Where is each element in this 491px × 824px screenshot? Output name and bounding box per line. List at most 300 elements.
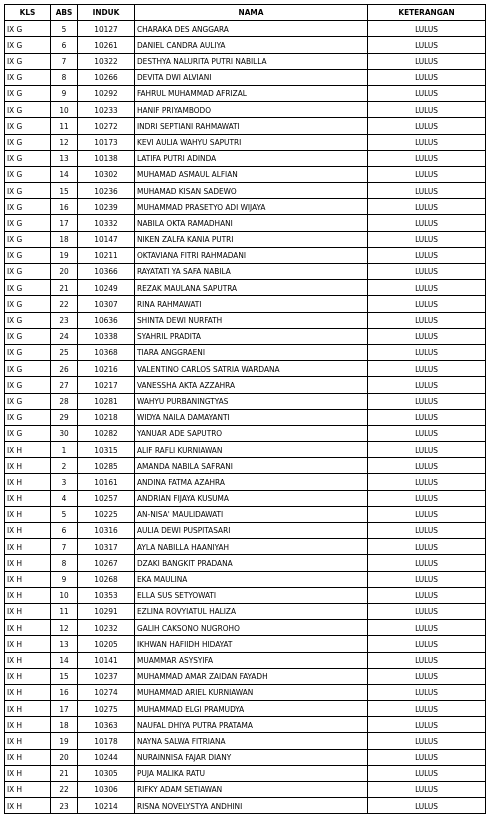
- induk-cell: 10257: [78, 490, 135, 506]
- nama-cell: RISNA NOVELYSTYA ANDHINI: [135, 798, 368, 814]
- kls-cell: IX G: [5, 215, 51, 231]
- nama-cell: MUHAMMAD AMAR ZAIDAN FAYADH: [135, 668, 368, 684]
- induk-cell: 10353: [78, 587, 135, 603]
- header-kls: KLS: [5, 5, 51, 21]
- table-body: [5, 21, 486, 814]
- induk-cell: 10636: [78, 312, 135, 328]
- table-row: [5, 603, 486, 619]
- keterangan-cell: LULUS: [368, 603, 486, 619]
- keterangan-cell: LULUS: [368, 490, 486, 506]
- table-row: [5, 684, 486, 700]
- abs-cell: 6: [51, 37, 78, 53]
- keterangan-cell: LULUS: [368, 85, 486, 101]
- table-row: [5, 636, 486, 652]
- induk-cell: 10275: [78, 701, 135, 717]
- abs-cell: 15: [51, 668, 78, 684]
- table-row: [5, 409, 486, 425]
- kls-cell: IX H: [5, 539, 51, 555]
- nama-cell: CHARAKA DES ANGGARA: [135, 21, 368, 37]
- kls-cell: IX G: [5, 37, 51, 53]
- table-row: [5, 102, 486, 118]
- nama-cell: EZLINA ROVYIATUL HALIZA: [135, 603, 368, 619]
- induk-cell: 10305: [78, 765, 135, 781]
- nama-cell: NIKEN ZALFA KANIA PUTRI: [135, 231, 368, 247]
- table-row: [5, 668, 486, 684]
- nama-cell: YANUAR ADE SAPUTRO: [135, 425, 368, 441]
- keterangan-cell: LULUS: [368, 409, 486, 425]
- table-row: [5, 21, 486, 37]
- induk-cell: 10173: [78, 134, 135, 150]
- keterangan-cell: LULUS: [368, 361, 486, 377]
- induk-cell: 10317: [78, 539, 135, 555]
- abs-cell: 29: [51, 409, 78, 425]
- nama-cell: LATIFA PUTRI ADINDA: [135, 150, 368, 166]
- keterangan-cell: LULUS: [368, 506, 486, 522]
- abs-cell: 10: [51, 587, 78, 603]
- keterangan-cell: LULUS: [368, 102, 486, 118]
- keterangan-cell: LULUS: [368, 37, 486, 53]
- kls-cell: IX H: [5, 474, 51, 490]
- induk-cell: 10232: [78, 620, 135, 636]
- kls-cell: IX H: [5, 555, 51, 571]
- kls-cell: IX H: [5, 636, 51, 652]
- keterangan-cell: LULUS: [368, 652, 486, 668]
- kls-cell: IX G: [5, 377, 51, 393]
- abs-cell: 4: [51, 490, 78, 506]
- kls-cell: IX H: [5, 717, 51, 733]
- kls-cell: IX G: [5, 361, 51, 377]
- kls-cell: IX H: [5, 442, 51, 458]
- induk-cell: 10368: [78, 344, 135, 360]
- table-row: [5, 701, 486, 717]
- keterangan-cell: LULUS: [368, 118, 486, 134]
- nama-cell: VANESSHA AKTA AZZAHRA: [135, 377, 368, 393]
- keterangan-cell: LULUS: [368, 587, 486, 603]
- nama-cell: AN-NISA' MAULIDAWATI: [135, 506, 368, 522]
- kls-cell: IX G: [5, 85, 51, 101]
- table-row: [5, 490, 486, 506]
- keterangan-cell: LULUS: [368, 539, 486, 555]
- abs-cell: 14: [51, 166, 78, 182]
- nama-cell: MUHAMMAD ARIEL KURNIAWAN: [135, 684, 368, 700]
- table-row: [5, 765, 486, 781]
- table-row: [5, 474, 486, 490]
- table-row: [5, 539, 486, 555]
- abs-cell: 25: [51, 344, 78, 360]
- nama-cell: DEVITA DWI ALVIANI: [135, 69, 368, 85]
- keterangan-cell: LULUS: [368, 555, 486, 571]
- abs-cell: 8: [51, 555, 78, 571]
- abs-cell: 12: [51, 620, 78, 636]
- kls-cell: IX H: [5, 652, 51, 668]
- kls-cell: IX G: [5, 69, 51, 85]
- kls-cell: IX H: [5, 587, 51, 603]
- induk-cell: 10233: [78, 102, 135, 118]
- keterangan-cell: LULUS: [368, 523, 486, 539]
- nama-cell: IKHWAN HAFIIDH HIDAYAT: [135, 636, 368, 652]
- induk-cell: 10237: [78, 668, 135, 684]
- table-row: [5, 523, 486, 539]
- table-row: [5, 231, 486, 247]
- kls-cell: IX G: [5, 393, 51, 409]
- keterangan-cell: LULUS: [368, 264, 486, 280]
- nama-cell: PUJA MALIKA RATU: [135, 765, 368, 781]
- abs-cell: 14: [51, 652, 78, 668]
- kls-cell: IX G: [5, 134, 51, 150]
- table-row: [5, 37, 486, 53]
- kls-cell: IX G: [5, 118, 51, 134]
- induk-cell: 10225: [78, 506, 135, 522]
- abs-cell: 9: [51, 571, 78, 587]
- kls-cell: IX G: [5, 312, 51, 328]
- induk-cell: 10147: [78, 231, 135, 247]
- induk-cell: 10272: [78, 118, 135, 134]
- table-row: [5, 652, 486, 668]
- table-row: [5, 296, 486, 312]
- abs-cell: 23: [51, 312, 78, 328]
- nama-cell: OKTAVIANA FITRI RAHMADANI: [135, 247, 368, 263]
- nama-cell: INDRI SEPTIANI RAHMAWATI: [135, 118, 368, 134]
- table-row: [5, 425, 486, 441]
- abs-cell: 28: [51, 393, 78, 409]
- table-row: [5, 199, 486, 215]
- keterangan-cell: LULUS: [368, 425, 486, 441]
- nama-cell: HANIF PRIYAMBODO: [135, 102, 368, 118]
- nama-cell: NAUFAL DHIYA PUTRA PRATAMA: [135, 717, 368, 733]
- kls-cell: IX H: [5, 620, 51, 636]
- keterangan-cell: LULUS: [368, 134, 486, 150]
- table-row: [5, 85, 486, 101]
- table-row: [5, 555, 486, 571]
- induk-cell: 10218: [78, 409, 135, 425]
- table-row: [5, 749, 486, 765]
- abs-cell: 19: [51, 247, 78, 263]
- induk-cell: 10322: [78, 53, 135, 69]
- induk-cell: 10244: [78, 749, 135, 765]
- abs-cell: 24: [51, 328, 78, 344]
- keterangan-cell: LULUS: [368, 782, 486, 798]
- keterangan-cell: LULUS: [368, 571, 486, 587]
- keterangan-cell: LULUS: [368, 215, 486, 231]
- table-row: [5, 150, 486, 166]
- table-row: [5, 458, 486, 474]
- abs-cell: 11: [51, 118, 78, 134]
- abs-cell: 3: [51, 474, 78, 490]
- induk-cell: 10261: [78, 37, 135, 53]
- keterangan-cell: LULUS: [368, 69, 486, 85]
- kls-cell: IX H: [5, 571, 51, 587]
- abs-cell: 1: [51, 442, 78, 458]
- induk-cell: 10138: [78, 150, 135, 166]
- keterangan-cell: LULUS: [368, 231, 486, 247]
- nama-cell: AMANDA NABILA SAFRANI: [135, 458, 368, 474]
- abs-cell: 23: [51, 798, 78, 814]
- abs-cell: 7: [51, 539, 78, 555]
- table-row: [5, 798, 486, 814]
- keterangan-cell: LULUS: [368, 150, 486, 166]
- nama-cell: MUHAMAD ASMAUL ALFIAN: [135, 166, 368, 182]
- keterangan-cell: LULUS: [368, 199, 486, 215]
- abs-cell: 17: [51, 215, 78, 231]
- nama-cell: ANDINA FATMA AZAHRA: [135, 474, 368, 490]
- table-row: [5, 183, 486, 199]
- keterangan-cell: LULUS: [368, 442, 486, 458]
- induk-cell: 10307: [78, 296, 135, 312]
- nama-cell: FAHRUL MUHAMMAD AFRIZAL: [135, 85, 368, 101]
- kls-cell: IX G: [5, 409, 51, 425]
- abs-cell: 6: [51, 523, 78, 539]
- nama-cell: VALENTINO CARLOS SATRIA WARDANA: [135, 361, 368, 377]
- nama-cell: AYLA NABILLA HAANIYAH: [135, 539, 368, 555]
- keterangan-cell: LULUS: [368, 668, 486, 684]
- induk-cell: 10217: [78, 377, 135, 393]
- abs-cell: 19: [51, 733, 78, 749]
- induk-cell: 10302: [78, 166, 135, 182]
- table-row: [5, 442, 486, 458]
- kls-cell: IX G: [5, 21, 51, 37]
- nama-cell: NURAINNISA FAJAR DIANY: [135, 749, 368, 765]
- table-row: [5, 118, 486, 134]
- induk-cell: 10282: [78, 425, 135, 441]
- table-row: [5, 215, 486, 231]
- keterangan-cell: LULUS: [368, 53, 486, 69]
- nama-cell: SHINTA DEWI NURFATH: [135, 312, 368, 328]
- table-row: [5, 620, 486, 636]
- header-induk: INDUK: [78, 5, 135, 21]
- induk-cell: 10216: [78, 361, 135, 377]
- induk-cell: 10211: [78, 247, 135, 263]
- induk-cell: 10214: [78, 798, 135, 814]
- nama-cell: MUHAMMAD ELGI PRAMUDYA: [135, 701, 368, 717]
- nama-cell: DANIEL CANDRA AULIYA: [135, 37, 368, 53]
- nama-cell: ALIF RAFLI KURNIAWAN: [135, 442, 368, 458]
- kls-cell: IX H: [5, 603, 51, 619]
- keterangan-cell: LULUS: [368, 344, 486, 360]
- keterangan-cell: LULUS: [368, 183, 486, 199]
- nama-cell: REZAK MAULANA SAPUTRA: [135, 280, 368, 296]
- abs-cell: 13: [51, 150, 78, 166]
- keterangan-cell: LULUS: [368, 296, 486, 312]
- nama-cell: KEVI AULIA WAHYU SAPUTRI: [135, 134, 368, 150]
- keterangan-cell: LULUS: [368, 21, 486, 37]
- table-row: [5, 69, 486, 85]
- induk-cell: 10141: [78, 652, 135, 668]
- kls-cell: IX G: [5, 150, 51, 166]
- table-row: [5, 587, 486, 603]
- kls-cell: IX H: [5, 749, 51, 765]
- keterangan-cell: LULUS: [368, 717, 486, 733]
- abs-cell: 18: [51, 717, 78, 733]
- kls-cell: IX G: [5, 231, 51, 247]
- table-row: [5, 134, 486, 150]
- abs-cell: 20: [51, 264, 78, 280]
- abs-cell: 12: [51, 134, 78, 150]
- induk-cell: 10332: [78, 215, 135, 231]
- nama-cell: RIFKY ADAM SETIAWAN: [135, 782, 368, 798]
- kls-cell: IX H: [5, 668, 51, 684]
- induk-cell: 10178: [78, 733, 135, 749]
- nama-cell: SYAHRIL PRADITA: [135, 328, 368, 344]
- induk-cell: 10306: [78, 782, 135, 798]
- induk-cell: 10274: [78, 684, 135, 700]
- kls-cell: IX G: [5, 425, 51, 441]
- kls-cell: IX G: [5, 53, 51, 69]
- induk-cell: 10315: [78, 442, 135, 458]
- nama-cell: MUHAMMAD PRASETYO ADI WIJAYA: [135, 199, 368, 215]
- kls-cell: IX H: [5, 458, 51, 474]
- keterangan-cell: LULUS: [368, 328, 486, 344]
- table-row: [5, 393, 486, 409]
- nama-cell: MUAMMAR ASYSYIFA: [135, 652, 368, 668]
- kls-cell: IX G: [5, 328, 51, 344]
- nama-cell: NABILA OKTA RAMADHANI: [135, 215, 368, 231]
- kls-cell: IX H: [5, 490, 51, 506]
- header-keterangan: KETERANGAN: [368, 5, 486, 21]
- nama-cell: RAYATATI YA SAFA NABILA: [135, 264, 368, 280]
- header-nama: NAMA: [135, 5, 368, 21]
- kls-cell: IX H: [5, 765, 51, 781]
- keterangan-cell: LULUS: [368, 377, 486, 393]
- kls-cell: IX H: [5, 798, 51, 814]
- abs-cell: 30: [51, 425, 78, 441]
- abs-cell: 16: [51, 199, 78, 215]
- induk-cell: 10292: [78, 85, 135, 101]
- induk-cell: 10161: [78, 474, 135, 490]
- nama-cell: TIARA ANGGRAENI: [135, 344, 368, 360]
- table-row: [5, 782, 486, 798]
- induk-cell: 10281: [78, 393, 135, 409]
- induk-cell: 10249: [78, 280, 135, 296]
- header-abs: ABS: [51, 5, 78, 21]
- keterangan-cell: LULUS: [368, 733, 486, 749]
- table-row: [5, 247, 486, 263]
- nama-cell: WIDYA NAILA DAMAYANTI: [135, 409, 368, 425]
- nama-cell: MUHAMAD KISAN SADEWO: [135, 183, 368, 199]
- abs-cell: 13: [51, 636, 78, 652]
- kls-cell: IX H: [5, 701, 51, 717]
- keterangan-cell: LULUS: [368, 798, 486, 814]
- abs-cell: 5: [51, 506, 78, 522]
- abs-cell: 10: [51, 102, 78, 118]
- induk-cell: 10127: [78, 21, 135, 37]
- table-row: [5, 506, 486, 522]
- kls-cell: IX G: [5, 102, 51, 118]
- keterangan-cell: LULUS: [368, 749, 486, 765]
- kls-cell: IX G: [5, 344, 51, 360]
- induk-cell: 10291: [78, 603, 135, 619]
- table-row: [5, 377, 486, 393]
- abs-cell: 7: [51, 53, 78, 69]
- nama-cell: ELLA SUS SETYOWATI: [135, 587, 368, 603]
- abs-cell: 26: [51, 361, 78, 377]
- keterangan-cell: LULUS: [368, 166, 486, 182]
- induk-cell: 10267: [78, 555, 135, 571]
- abs-cell: 22: [51, 782, 78, 798]
- table-row: [5, 328, 486, 344]
- abs-cell: 5: [51, 21, 78, 37]
- abs-cell: 20: [51, 749, 78, 765]
- abs-cell: 9: [51, 85, 78, 101]
- kls-cell: IX H: [5, 684, 51, 700]
- kls-cell: IX H: [5, 782, 51, 798]
- nama-cell: AULIA DEWI PUSPITASARI: [135, 523, 368, 539]
- table-row: [5, 344, 486, 360]
- kls-cell: IX H: [5, 523, 51, 539]
- induk-cell: 10239: [78, 199, 135, 215]
- keterangan-cell: LULUS: [368, 701, 486, 717]
- abs-cell: 21: [51, 280, 78, 296]
- kls-cell: IX H: [5, 506, 51, 522]
- keterangan-cell: LULUS: [368, 247, 486, 263]
- induk-cell: 10266: [78, 69, 135, 85]
- abs-cell: 16: [51, 684, 78, 700]
- table-row: [5, 717, 486, 733]
- abs-cell: 22: [51, 296, 78, 312]
- induk-cell: 10236: [78, 183, 135, 199]
- keterangan-cell: LULUS: [368, 458, 486, 474]
- table-row: [5, 280, 486, 296]
- nama-cell: RINA RAHMAWATI: [135, 296, 368, 312]
- abs-cell: 8: [51, 69, 78, 85]
- abs-cell: 17: [51, 701, 78, 717]
- table-row: [5, 264, 486, 280]
- kls-cell: IX H: [5, 733, 51, 749]
- table-row: [5, 312, 486, 328]
- induk-cell: 10285: [78, 458, 135, 474]
- kls-cell: IX G: [5, 264, 51, 280]
- induk-cell: 10366: [78, 264, 135, 280]
- table-header-row: [5, 5, 486, 21]
- kls-cell: IX G: [5, 247, 51, 263]
- abs-cell: 18: [51, 231, 78, 247]
- table-row: [5, 166, 486, 182]
- keterangan-cell: LULUS: [368, 636, 486, 652]
- keterangan-cell: LULUS: [368, 684, 486, 700]
- abs-cell: 2: [51, 458, 78, 474]
- abs-cell: 21: [51, 765, 78, 781]
- induk-cell: 10363: [78, 717, 135, 733]
- table-row: [5, 361, 486, 377]
- abs-cell: 11: [51, 603, 78, 619]
- induk-cell: 10316: [78, 523, 135, 539]
- table-row: [5, 733, 486, 749]
- induk-cell: 10205: [78, 636, 135, 652]
- keterangan-cell: LULUS: [368, 765, 486, 781]
- abs-cell: 27: [51, 377, 78, 393]
- abs-cell: 15: [51, 183, 78, 199]
- kls-cell: IX G: [5, 183, 51, 199]
- keterangan-cell: LULUS: [368, 474, 486, 490]
- nama-cell: ANDRIAN FIJAYA KUSUMA: [135, 490, 368, 506]
- nama-cell: EKA MAULINA: [135, 571, 368, 587]
- nama-cell: GALIH CAKSONO NUGROHO: [135, 620, 368, 636]
- kls-cell: IX G: [5, 280, 51, 296]
- nama-cell: NAYNA SALWA FITRIANA: [135, 733, 368, 749]
- kls-cell: IX G: [5, 166, 51, 182]
- table-row: [5, 53, 486, 69]
- keterangan-cell: LULUS: [368, 280, 486, 296]
- kls-cell: IX G: [5, 296, 51, 312]
- table-row: [5, 571, 486, 587]
- nama-cell: DZAKI BANGKIT PRADANA: [135, 555, 368, 571]
- nama-cell: DESTHYA NALURITA PUTRI NABILLA: [135, 53, 368, 69]
- student-results-table: [4, 4, 486, 814]
- keterangan-cell: LULUS: [368, 620, 486, 636]
- nama-cell: WAHYU PURBANINGTYAS: [135, 393, 368, 409]
- induk-cell: 10268: [78, 571, 135, 587]
- kls-cell: IX G: [5, 199, 51, 215]
- keterangan-cell: LULUS: [368, 312, 486, 328]
